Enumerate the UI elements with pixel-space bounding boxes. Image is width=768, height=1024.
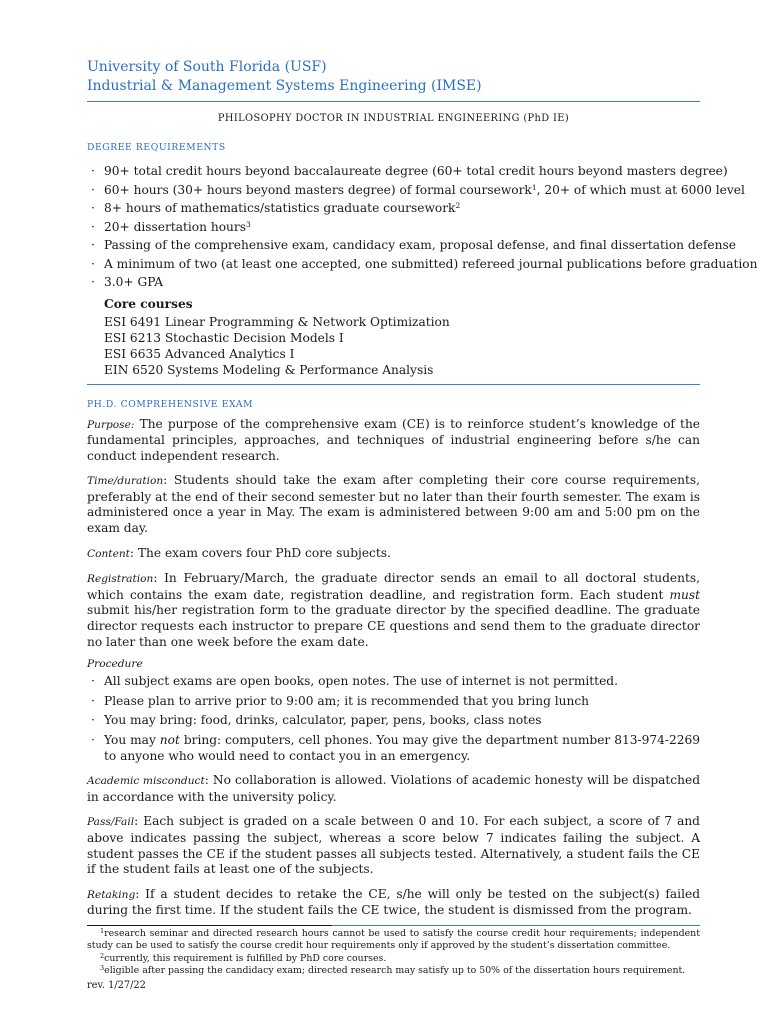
requirement-item: · 3.0+ GPA bbox=[87, 273, 700, 292]
purpose-label: Purpose: bbox=[87, 418, 135, 431]
degree-requirements-heading: DEGREE REQUIREMENTS bbox=[87, 142, 226, 153]
requirement-item: · 90+ total credit hours beyond baccalaureate degree (60+ total credit hours beyond masters degree) bbox=[87, 162, 700, 181]
footnote-ref: 2 bbox=[455, 201, 461, 210]
content-paragraph: Content: The exam covers four PhD core subjects. bbox=[87, 545, 391, 560]
time-duration-paragraph: Time/duration: Students should take the exam after completing their core course requirements, preferably at the end of their second semester but no later than their fourth semester. The exam is administered once a year in May. The exam is administered between 9:00 am and 5:00 pm on the exam day. bbox=[87, 473, 700, 536]
pass-fail-paragraph: Pass/Fail: Each subject is graded on a scale between 0 and 10. For each subject, a score of 7 and above indicates passing the subject, whereas a score below 7 indicates failing the subject. A student passes the CE if the student passes all subjects tested. Alternatively, a student fails the CE if the student fails at least one of the subjects. bbox=[87, 814, 700, 877]
footnote: $^1$research seminar and directed research hours cannot be used to satisfy the course credit hour requirements; independent study can be used to satisfy the course credit hour requirements only if approved by the student’s dissertation committee. bbox=[87, 927, 700, 952]
degree-requirements-list bbox=[87, 162, 758, 292]
requirement-item: · 60+ hours (30+ hours beyond masters degree) of formal coursework$^1$, 20+ of which must at 6000 level bbox=[87, 181, 700, 200]
footnote: $^2$currently, this requirement is fulfilled by PhD core courses. bbox=[100, 951, 387, 964]
revision-date: rev. 1/27/22 bbox=[87, 980, 146, 991]
footnote: $^3$eligible after passing the candidacy exam; directed research may satisfy up to 50% of the dissertation hours requirement. bbox=[100, 964, 686, 977]
department-name: Industrial & Management Systems Engineering (IMSE) bbox=[87, 78, 482, 94]
requirement-item: · A minimum of two (at least one accepted, one submitted) refereed journal publications before graduation bbox=[87, 255, 700, 274]
registration-paragraph: Registration: In February/March, the graduate director sends an email to all doctoral students, which contains the exam date, registration deadline, and registration form. Each student must submit his/her registration form to the graduate director by the specified deadline. The graduate director requests each instructor to prepare CE questions and send them to the graduate director no later than one week before the exam date. bbox=[87, 571, 700, 649]
core-course: EIN 6520 Systems Modeling & Performance Analysis bbox=[104, 362, 434, 377]
core-course: ESI 6635 Advanced Analytics I bbox=[104, 346, 295, 361]
procedure-item: · All subject exams are open books, open notes. The use of internet is not permitted. bbox=[87, 674, 700, 690]
purpose-paragraph: Purpose: The purpose of the comprehensive exam (CE) is to reinforce student’s knowledge of the fundamental principles, approaches, and techniques of industrial engineering before s/he can conduct independent research. bbox=[87, 416, 701, 463]
misconduct-paragraph: Academic misconduct: No collaboration is allowed. Violations of academic honesty will be dispatched in accordance with the university policy. bbox=[87, 773, 701, 804]
time-duration-label: Time/duration bbox=[87, 475, 164, 488]
retaking-label: Retaking bbox=[87, 888, 136, 901]
comprehensive-exam-heading: PH.D. COMPREHENSIVE EXAM bbox=[87, 398, 254, 410]
procedure-list bbox=[87, 674, 700, 764]
core-course: ESI 6491 Linear Programming & Network Optimization bbox=[104, 314, 450, 329]
document-page bbox=[87, 58, 758, 926]
footnotes bbox=[87, 928, 700, 978]
procedure-item: · You may not bring: computers, cell phones. You may give the department number 813-974-2269 to anyone who would need to contact you in an emergency. bbox=[87, 733, 700, 764]
section-divider bbox=[87, 384, 700, 385]
content-label: Content bbox=[87, 547, 130, 560]
footnote-ref: 3 bbox=[245, 219, 251, 229]
requirement-item: · 8+ hours of mathematics/statistics graduate coursework$^2$ bbox=[87, 199, 700, 218]
core-courses-block bbox=[104, 296, 700, 378]
header-divider bbox=[87, 101, 700, 102]
procedure-item: · Please plan to arrive prior to 9:00 am; it is recommended that you bring lunch bbox=[87, 694, 700, 710]
core-courses-heading: Core courses bbox=[104, 296, 193, 311]
pass-fail-label: Pass/Fail bbox=[87, 816, 135, 829]
footnote-ref: 1 bbox=[531, 182, 537, 192]
procedure-label: Procedure bbox=[87, 658, 143, 671]
registration-label: Registration bbox=[87, 573, 154, 586]
requirement-item: · 20+ dissertation hours$^3$ bbox=[87, 218, 700, 237]
core-course: ESI 6213 Stochastic Decision Models I bbox=[104, 330, 344, 345]
procedure-item: · You may bring: food, drinks, calculator, paper, pens, books, class notes bbox=[87, 713, 700, 729]
university-name: University of South Florida (USF) bbox=[87, 59, 327, 75]
footnote-divider bbox=[87, 925, 332, 926]
requirement-item: · Passing of the comprehensive exam, candidacy exam, proposal defense, and final dissertation defense bbox=[87, 236, 700, 255]
document-title: PHILOSOPHY DOCTOR IN INDUSTRIAL ENGINEERING (PhD IE) bbox=[217, 113, 570, 124]
retaking-paragraph: Retaking: If a student decides to retake the CE, s/he will only be tested on the subject(s) failed during the first time. If the student fails the CE twice, the student is dismissed from the program. bbox=[87, 886, 700, 918]
misconduct-label: Academic misconduct bbox=[87, 775, 205, 788]
